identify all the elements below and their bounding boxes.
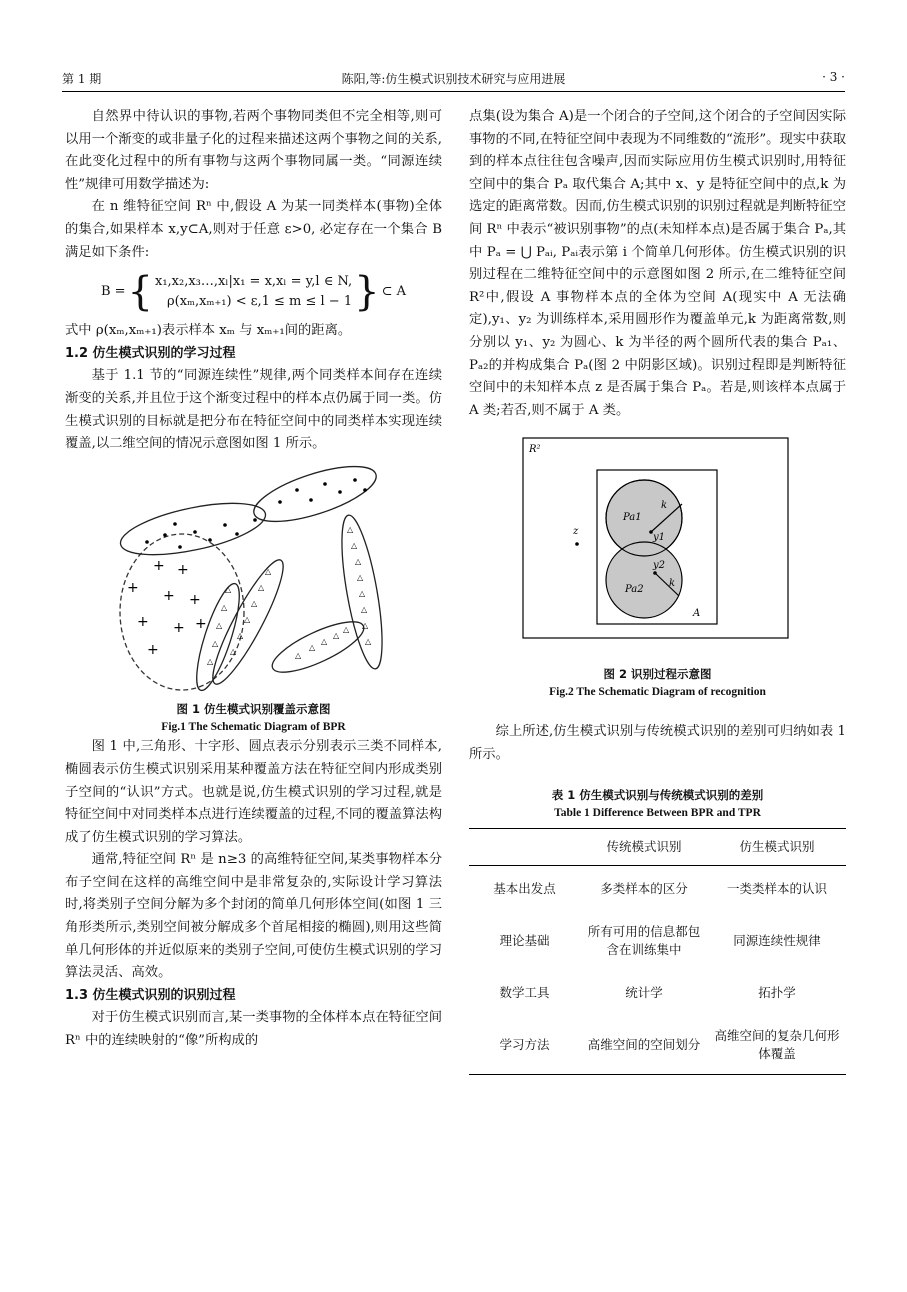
svg-text:+: + <box>153 557 165 574</box>
svg-text:△: △ <box>361 604 368 614</box>
svg-text:△: △ <box>207 656 214 666</box>
table-row <box>469 1016 846 1075</box>
table-cell: 一类类样本的认识 <box>726 881 827 897</box>
table-cell: 基本出发点 <box>493 881 556 897</box>
y1-label: y1 <box>653 532 666 544</box>
right-brace: } <box>354 269 380 316</box>
dot-class-ellipse-2 <box>248 462 382 533</box>
dot-class-ellipse-1 <box>116 493 269 565</box>
table-cell: 统计学 <box>625 985 663 1001</box>
r2-label: R² <box>529 444 541 456</box>
page-number: · 3 · <box>822 70 845 84</box>
table-cell: 学习方法 <box>499 1037 550 1053</box>
svg-text:△: △ <box>265 566 272 576</box>
svg-text:△: △ <box>333 630 340 640</box>
paragraph: 对于仿生模式识别而言,某一类事物的全体样本点在特征空间 Rⁿ 中的连续映射的“像”所构成的 <box>65 1010 442 1049</box>
svg-text:+: + <box>127 579 139 596</box>
figure-1 <box>65 462 442 737</box>
point-z <box>575 543 579 547</box>
point-y2 <box>653 572 657 576</box>
paragraph: 通常,特征空间 Rⁿ 是 n≥3 的高维特征空间,某类事物样本分布子空间在这样的高维空间中是非常复杂的,实际设计学习算法时,将类别子空间分解为多个封闭的简单几何形体空间(如图 1 三角形类所示,类别空间被分解成多个首尾相接的椭圆),则用这些简单几何形体的并近似原来的类别子空间,可使仿生模式识别的学习算法灵活、高效。 <box>65 852 442 981</box>
table-header-cell <box>469 829 580 866</box>
table-cell: 理论基础 <box>499 933 550 949</box>
svg-text:△: △ <box>355 556 362 566</box>
svg-text:△: △ <box>237 630 244 640</box>
table-row <box>469 970 846 1016</box>
table-cell: 所有可用的信息都包含在训练集中 <box>587 924 701 958</box>
paragraph: 点集(设为集合 A)是一个闭合的子空间,这个闭合的子空间因实际事物的不同,在特征空间中表现为不同维数的“流形”。现实中获取到的样本点往往包含噪声,因而实际应用仿生模式识别时,用特征空间中的集合 Pₐ 取代集合 A;其中 x、y 是特征空间中的点,k 为选定的距离常数。因而,仿生模式识别的识别过程就是判断特征空间 Rⁿ 中表示“被识别事物”的点(未知样本点)是否属于集合 Pₐ,其中 Pₐ = ⋃ Pₐᵢ, Pₐᵢ表示第 i 个简单几何形体。仿生模式识别的识别过程在二维特征空间中的示意图如图 2 所示,在二维特征空间 R²中,假设 A 事物样本点的全体为空间 A(现实中 A 无法确定),y₁、y₂ 为训练样本,采用圆形作为覆盖单元,k 为距离常数,则分别以 y₁、y₂ 为圆心、k 为半径的两个圆所代表的集合 Pₐ₁、Pₐ₂的并构成集合 Pₐ(图 2 中阴影区域)。识别过程即是判断特征空间中的未知样本点 z 是否属于集合 Pₐ。若是,则该样本点属于 A 类;若否,则不属于 A 类。 <box>469 109 846 418</box>
z-label: z <box>573 526 579 538</box>
right-column <box>469 106 846 1075</box>
paragraph: 式中 ρ(xₘ,xₘ₊₁)表示样本 xₘ 与 xₘ₊₁间的距离。 <box>65 323 352 339</box>
table-header-cell: 仿生模式识别 <box>739 839 815 855</box>
a-label: A <box>693 608 701 620</box>
svg-text:△: △ <box>347 524 354 534</box>
svg-text:+: + <box>173 619 185 636</box>
triangle-class-ellipses <box>188 512 390 691</box>
header-rule <box>62 91 845 92</box>
figure-1-caption-cn: 图 1 仿生模式识别覆盖示意图 <box>176 702 331 717</box>
left-brace: { <box>127 269 153 316</box>
section-heading: 1.2 仿生模式识别的学习过程 <box>65 345 236 361</box>
paragraph: 综上所述,仿生模式识别与传统模式识别的差别可归纳如表 1 所示。 <box>469 723 846 762</box>
table-cell: 同源连续性规律 <box>733 933 821 949</box>
svg-text:△: △ <box>357 572 364 582</box>
svg-text:△: △ <box>321 636 328 646</box>
running-title: 陈阳,等:仿生模式识别技术研究与应用进展 <box>341 72 566 86</box>
svg-text:△: △ <box>221 602 228 612</box>
formula-row: ρ(xₘ,xₘ₊₁) < ε,1 ≤ m ≤ l − 1 <box>166 294 353 310</box>
svg-text:△: △ <box>251 598 258 608</box>
svg-text:△: △ <box>216 620 223 630</box>
y2-label: y2 <box>653 560 666 572</box>
dot-markers <box>145 478 367 549</box>
svg-text:△: △ <box>362 620 369 630</box>
svg-text:+: + <box>163 587 175 604</box>
paragraph: 在 n 维特征空间 Rⁿ 中,假设 A 为某一同类样本(事物)全体的集合,如果样本 x,y⊂A,则对于任意 ε>0, 必定存在一个集合 B 满足如下条件: <box>65 199 442 260</box>
k1-label: k <box>661 500 668 512</box>
svg-text:△: △ <box>343 624 350 634</box>
svg-text:△: △ <box>244 614 251 624</box>
svg-text:+: + <box>195 615 207 632</box>
formula-row: x₁,x₂,x₃…,xₗ|x₁ = x,xₗ = y,l ∈ N, <box>154 274 353 290</box>
svg-text:+: + <box>147 641 159 658</box>
svg-text:+: + <box>189 591 201 608</box>
formula-rhs: ⊂ A <box>381 283 407 299</box>
figure-2-caption-en: Fig.2 The Schematic Diagram of recognition <box>549 685 766 698</box>
table-row <box>469 866 846 913</box>
table-header-cell: 传统模式识别 <box>606 839 682 855</box>
svg-text:△: △ <box>365 636 372 646</box>
recognition-diagram <box>469 436 846 646</box>
table-cell: 拓扑学 <box>758 985 796 1001</box>
table-cell: 数学工具 <box>499 985 550 1001</box>
figure-2 <box>469 436 846 701</box>
svg-text:△: △ <box>351 540 358 550</box>
svg-text:+: + <box>137 613 149 630</box>
table-1-caption-cn: 表 1 仿生模式识别与传统模式识别的差别 <box>551 788 764 803</box>
table-cell: 多类样本的区分 <box>600 881 688 897</box>
table-row <box>469 912 846 970</box>
formula-b <box>65 267 442 317</box>
svg-text:△: △ <box>359 588 366 598</box>
table-cell: 高维空间的空间划分 <box>587 1037 701 1053</box>
left-column <box>65 106 442 1053</box>
pa2-label: Pa2 <box>625 584 644 596</box>
svg-text:△: △ <box>309 642 316 652</box>
table-1-caption-en: Table 1 Difference Between BPR and TPR <box>554 807 761 820</box>
issue-number: 第 1 期 <box>62 72 102 86</box>
svg-text:+: + <box>177 561 189 578</box>
cross-markers <box>127 558 207 658</box>
formula-rows <box>155 272 352 312</box>
k2-label: k <box>669 578 676 590</box>
running-header <box>62 70 845 90</box>
svg-text:△: △ <box>295 650 302 660</box>
bpr-coverage-diagram <box>65 462 442 692</box>
table-header-row <box>469 829 846 866</box>
formula-lhs: B = <box>100 283 126 299</box>
figure-1-caption-en: Fig.1 The Schematic Diagram of BPR <box>161 721 346 734</box>
paragraph: 基于 1.1 节的“同源连续性”规律,两个同类样本间存在连续渐变的关系,并且位于这个渐变过程中的样本点仍属于同一类。仿生模式识别的目标就是把分布在特征空间中的同类样本实现连续覆盖,以二维空间的情况示意图如图 1 所示。 <box>65 368 442 452</box>
svg-text:△: △ <box>225 584 232 594</box>
comparison-table <box>469 828 846 1075</box>
section-heading: 1.3 仿生模式识别的识别过程 <box>65 987 236 1003</box>
svg-text:△: △ <box>258 582 265 592</box>
paragraph: 图 1 中,三角形、十字形、圆点表示分别表示三类不同样本,椭圆表示仿生模式识别采用某种覆盖方法在特征空间内形成类别子空间的“认识”方式。也就是说,仿生模式识别的学习过程,就是特征空间中对同类样本点进行连续覆盖的过程,不同的覆盖算法构成了仿生模式识别的学习算法。 <box>65 739 442 845</box>
svg-text:△: △ <box>212 638 219 648</box>
table-cell: 高维空间的复杂几何形体覆盖 <box>714 1028 840 1062</box>
pa1-label: Pa1 <box>623 512 642 524</box>
paragraph: 自然界中待认识的事物,若两个事物同类但不完全相等,则可以用一个渐变的或非量子化的过程来描述这两个事物之间的关系,在此变化过程中的所有事物与这两个事物同属一类。“同源连续性”规律可用数学描述为: <box>65 109 442 192</box>
figure-2-caption-cn: 图 2 识别过程示意图 <box>603 666 712 681</box>
svg-text:△: △ <box>230 646 237 656</box>
cross-class-ellipse <box>120 534 244 690</box>
